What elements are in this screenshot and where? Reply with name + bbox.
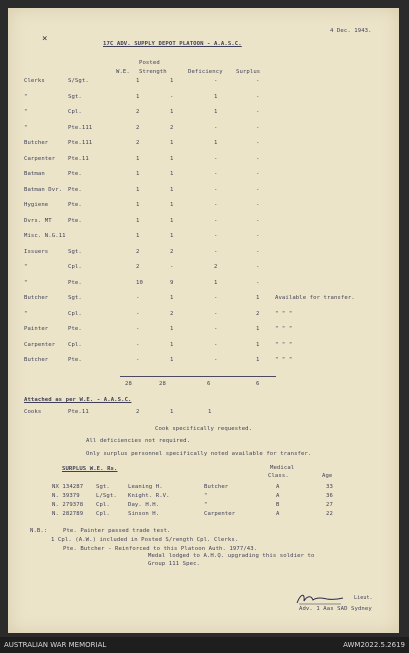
surplus-row-3-name: Sinson H.: [128, 511, 160, 517]
row-10-we: 1: [136, 233, 140, 239]
row-2-str: 1: [170, 109, 174, 115]
row-12-str: -: [170, 264, 174, 270]
medical-header: Medical: [270, 465, 295, 471]
row-16-rank: Pte.: [68, 326, 82, 332]
row-11-def: -: [214, 248, 218, 255]
row-0-rank: S/Sgt.: [68, 78, 89, 84]
surplus-row-3-age: 22: [326, 511, 333, 517]
surplus-row-2-no: N. 279378: [52, 502, 84, 508]
row-5-def: -: [214, 155, 218, 162]
row-17-def: -: [214, 341, 218, 348]
row-1-sur: -: [256, 93, 260, 100]
row-16-def: -: [214, 326, 218, 332]
row-2-we: 2: [136, 109, 140, 115]
row-18-trade: Butcher: [24, 357, 49, 363]
row-4-trade: Butcher: [24, 140, 49, 146]
row-9-we: 1: [136, 217, 140, 224]
pencil-mark: ×: [42, 34, 48, 44]
class-header: Class.: [268, 473, 289, 479]
row-11-rank: Sgt.: [68, 248, 82, 255]
row-16-sur: 1: [256, 326, 260, 332]
surplus-row-2-rank: Cpl.: [96, 502, 110, 508]
surplus-row-1-no: N. 39379: [52, 493, 80, 499]
document-title: 17C ADV. SUPPLY DEPOT PLATOON - A.A.S.C.: [103, 41, 242, 47]
note-2: All deficiencies not required.: [86, 438, 191, 444]
row-1-we: 1: [136, 93, 140, 100]
surplus-row-0-trade: Butcher: [204, 484, 229, 490]
footer-institution: AUSTRALIAN WAR MEMORIAL: [4, 641, 107, 649]
surplus-row-1-trade: ": [204, 493, 208, 499]
row-2-trade: ": [24, 109, 28, 115]
row-9-str: 1: [170, 217, 174, 224]
row-7-sur: -: [256, 186, 260, 193]
row-10-sur: -: [256, 233, 260, 239]
row-17-note: " " ": [275, 341, 293, 348]
row-6-trade: Batman: [24, 171, 45, 177]
row-4-rank: Pte.111: [68, 140, 93, 146]
surplus-row-3-cls: A: [276, 511, 280, 517]
row-12-def: 2: [214, 264, 218, 270]
row-2-rank: Cpl.: [68, 109, 82, 115]
handwritten-signature: [295, 592, 345, 606]
row-8-trade: Hygiene: [24, 202, 49, 208]
row-15-note: " " ": [275, 310, 293, 317]
total-we: 28: [125, 381, 132, 387]
surplus-row-1-rank: L/Sgt.: [96, 493, 117, 499]
surplus-row-2-trade: ": [204, 502, 208, 508]
row-0-trade: Clerks: [24, 78, 45, 84]
row-10-trade: Misc. N.G.11: [24, 233, 66, 239]
row-2-def: 1: [214, 109, 218, 115]
row-18-str: 1: [170, 357, 174, 363]
row-3-we: 2: [136, 124, 140, 131]
row-3-rank: Pte.111: [68, 124, 93, 131]
row-5-rank: Pte.11: [68, 155, 89, 162]
row-11-trade: Issuers: [24, 248, 49, 255]
surplus-row-1-age: 36: [326, 493, 333, 499]
row-6-rank: Pte.: [68, 171, 82, 177]
row-14-sur: 1: [256, 295, 260, 301]
row-11-we: 2: [136, 248, 140, 255]
row-13-rank: Pte.: [68, 279, 82, 286]
surplus-row-3-no: N. 282789: [52, 511, 84, 517]
row-7-we: 1: [136, 186, 140, 193]
row-15-rank: Cpl.: [68, 310, 82, 317]
header-posted: Posted: [139, 60, 160, 66]
surplus-row-1-name: Knight. R.V.: [128, 493, 170, 499]
row-12-we: 2: [136, 264, 140, 270]
row-2-sur: -: [256, 109, 260, 115]
row-9-sur: -: [256, 217, 260, 224]
row-12-sur: -: [256, 264, 260, 270]
nb-label: N.B.:: [30, 528, 48, 534]
row-12-trade: ": [24, 264, 28, 270]
row-0-we: 1: [136, 78, 140, 84]
surplus-row-0-name: Leaning H.: [128, 484, 163, 490]
row-6-str: 1: [170, 171, 174, 177]
row-6-def: -: [214, 171, 218, 177]
row-15-trade: ": [24, 310, 28, 317]
total-strength: 28: [159, 381, 166, 387]
row-1-trade: ": [24, 93, 28, 100]
row-1-def: 1: [214, 93, 218, 100]
row-7-trade: Batman Dvr.: [24, 186, 63, 193]
row-7-def: -: [214, 186, 218, 193]
row-1-str: -: [170, 93, 174, 100]
row-13-str: 9: [170, 279, 174, 286]
row-4-sur: -: [256, 140, 260, 146]
attached-trade: Cooks: [24, 409, 42, 415]
row-6-we: 1: [136, 171, 140, 177]
attached-strength: 1: [170, 409, 174, 415]
row-18-we: -: [136, 357, 140, 363]
surplus-row-2-cls: B: [276, 502, 280, 508]
row-18-note: " " ": [275, 357, 293, 363]
document-page: [8, 8, 399, 633]
row-5-sur: -: [256, 155, 260, 162]
row-8-rank: Pte.: [68, 202, 82, 208]
totals-rule: [120, 376, 276, 377]
row-7-str: 1: [170, 186, 174, 193]
document-date: 4 Dec. 1943.: [330, 28, 372, 34]
row-4-str: 1: [170, 140, 174, 146]
row-13-trade: ": [24, 279, 28, 286]
header-surplus: Surplus: [236, 69, 261, 75]
nb-line-4: Medal lodged to A.H.Q. upgrading this soldier to: [148, 553, 315, 559]
signature-suffix: Lieut.: [354, 595, 373, 601]
row-5-we: 1: [136, 155, 140, 162]
row-0-str: 1: [170, 78, 174, 84]
row-4-def: 1: [214, 140, 218, 146]
attached-rank: Pte.11: [68, 409, 89, 415]
row-15-sur: 2: [256, 310, 260, 317]
row-3-sur: -: [256, 124, 260, 131]
attached-we: 2: [136, 409, 140, 415]
archive-footer: [0, 637, 409, 653]
row-9-trade: Dvrs. MT: [24, 217, 52, 224]
row-1-rank: Sgt.: [68, 93, 82, 100]
row-8-we: 1: [136, 202, 140, 208]
row-3-def: -: [214, 124, 218, 131]
row-12-rank: Cpl.: [68, 264, 82, 270]
surplus-row-3-trade: Carpenter: [204, 511, 236, 517]
row-17-str: 1: [170, 341, 174, 348]
row-18-rank: Pte.: [68, 357, 82, 363]
row-14-rank: Sgt.: [68, 295, 82, 301]
row-9-rank: Pte.: [68, 217, 82, 224]
row-6-sur: -: [256, 171, 260, 177]
row-16-we: -: [136, 326, 140, 332]
surplus-heading: SURPLUS W.E. Rs.: [62, 466, 118, 472]
attached-deficiency: 1: [208, 409, 212, 415]
footer-accession: AWM2022.5.2619: [343, 641, 405, 649]
surplus-row-0-age: 33: [326, 484, 333, 490]
row-18-def: -: [214, 357, 218, 363]
row-8-str: 1: [170, 202, 174, 208]
row-11-str: 2: [170, 248, 174, 255]
nb-line-3: Pte. Butcher - Reinforced to this Platoon Auth. 1977/43.: [63, 546, 258, 552]
row-15-we: -: [136, 310, 140, 317]
nb-line-1: Pte. Painter passed trade test.: [63, 528, 171, 534]
row-17-we: -: [136, 341, 140, 348]
row-18-sur: 1: [256, 357, 260, 363]
row-17-trade: Carpenter: [24, 341, 56, 348]
row-15-def: -: [214, 310, 218, 317]
row-13-sur: -: [256, 279, 260, 286]
surplus-row-0-no: NX 134287: [52, 484, 84, 490]
surplus-row-2-name: Day. H.H.: [128, 502, 160, 508]
row-10-str: 1: [170, 233, 174, 239]
nb-line-5: Group 111 Spec.: [148, 561, 201, 567]
surplus-row-0-rank: Sgt.: [96, 484, 110, 490]
row-5-trade: Carpenter: [24, 155, 56, 162]
attached-heading: Attached as per W.E. - A.A.S.C.: [24, 397, 132, 403]
header-strength: Strength: [139, 69, 167, 75]
row-17-sur: 1: [256, 341, 260, 348]
row-16-trade: Painter: [24, 326, 49, 332]
signature-caption: Adv. 1 Aas SAD Sydney: [299, 606, 372, 612]
note-1: Cook specifically requested.: [155, 426, 253, 432]
row-10-def: -: [214, 233, 218, 239]
row-8-sur: -: [256, 202, 260, 208]
row-17-rank: Cpl.: [68, 341, 82, 348]
nb-line-2: 1 Cpl. (A.W.) included in Posted S/rength Cpl. Clerks.: [51, 537, 239, 543]
total-surplus: 6: [256, 381, 260, 387]
header-deficiency: Deficiency: [188, 69, 223, 75]
surplus-row-1-cls: A: [276, 493, 280, 499]
row-13-we: 10: [136, 279, 143, 286]
row-7-rank: Pte.: [68, 186, 82, 193]
row-14-trade: Butcher: [24, 295, 49, 301]
row-3-trade: ": [24, 124, 28, 131]
row-14-we: -: [136, 295, 140, 301]
surplus-row-3-rank: Cpl.: [96, 511, 110, 517]
row-11-sur: -: [256, 248, 260, 255]
surplus-row-0-cls: A: [276, 484, 280, 490]
row-0-def: -: [214, 78, 218, 84]
total-deficiency: 6: [207, 381, 211, 387]
row-14-def: -: [214, 295, 218, 301]
row-16-note: " " ": [275, 326, 293, 332]
row-0-sur: -: [256, 78, 260, 84]
row-9-def: -: [214, 217, 218, 224]
row-4-we: 2: [136, 140, 140, 146]
note-3: Only surplus personnel specifically noted available for transfer.: [86, 451, 312, 457]
row-16-str: 1: [170, 326, 174, 332]
age-header: Age: [322, 473, 333, 479]
row-8-def: -: [214, 202, 218, 208]
row-5-str: 1: [170, 155, 174, 162]
row-13-def: 1: [214, 279, 218, 286]
row-14-str: 1: [170, 295, 174, 301]
row-3-str: 2: [170, 124, 174, 131]
surplus-row-2-age: 27: [326, 502, 333, 508]
row-14-note: Available for transfer.: [275, 295, 355, 301]
row-15-str: 2: [170, 310, 174, 317]
header-we: W.E.: [116, 69, 130, 75]
